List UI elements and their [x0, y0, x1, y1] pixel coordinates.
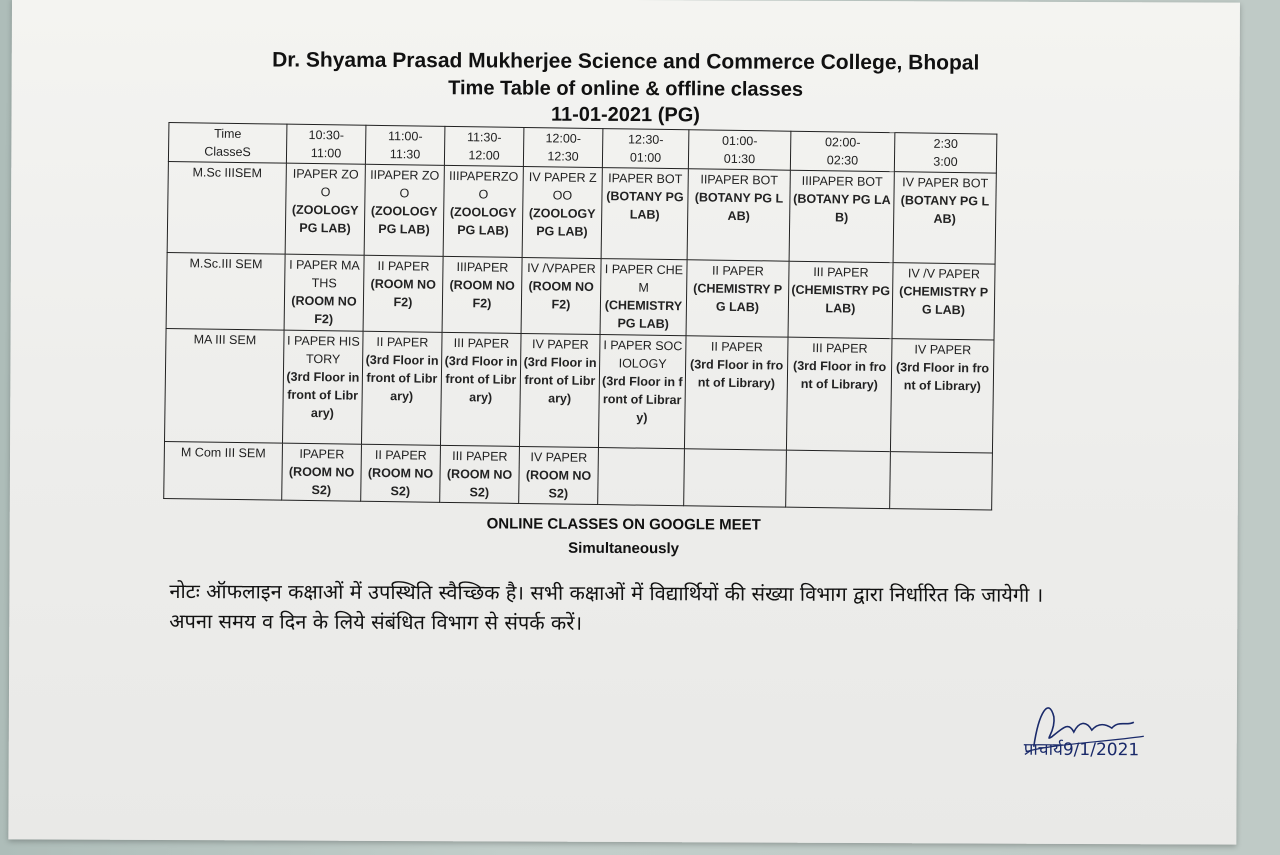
schedule-cell [443, 165, 523, 257]
location: (CHEMISTRY PG LAB) [604, 298, 683, 332]
signature-mark [1014, 692, 1184, 773]
time-slot [790, 131, 895, 171]
simultaneously-label: Simultaneously [568, 539, 680, 558]
schedule-cell [789, 170, 894, 262]
time-slot-label: 11:30- 12:00 [466, 130, 502, 163]
paper-name [601, 449, 682, 450]
class-label-cell [165, 328, 285, 443]
location: (BOTANY PG LAB) [793, 191, 891, 225]
time-slot [365, 125, 445, 165]
paper-name: III PAPER [452, 448, 508, 464]
location: (BOTANY PG LAB) [606, 189, 684, 222]
schedule-cell [687, 169, 790, 261]
location: (3rd Floor in front of Library) [286, 369, 360, 421]
class-label: M Com III SEM [180, 445, 266, 461]
hindi-note: नोटः ऑफलाइन कक्षाओं में उपस्थिति स्वैच्छिक है। सभी कक्षाओं में विद्यार्थियों की संख्या विभाग द्वारा निर्धारित कि जायेगी । अपना समय व दिन के लिये संबंधित विभाग से संपर्क करें। [169, 579, 1044, 635]
paper-name: I PAPER SOCIOLOGY [603, 338, 683, 371]
paper-name: II PAPER [374, 447, 427, 463]
paper-name: IIIPAPER [456, 260, 509, 275]
table-row [164, 441, 993, 510]
location: (3rd Floor in front of Library) [895, 360, 990, 394]
schedule-cell [282, 330, 363, 444]
paper-name: IPAPER [299, 446, 345, 462]
class-label-cell [164, 441, 283, 500]
table-row [166, 252, 995, 340]
paper-name: III PAPER [813, 265, 869, 280]
location: (ROOM NO S2) [288, 464, 355, 498]
time-slot-label: 12:00- 12:30 [545, 131, 582, 164]
paper-name: IV /VPAPER [527, 261, 596, 276]
schedule-cell [282, 443, 362, 501]
location: (CHEMISTRY PG LAB) [693, 281, 783, 315]
paper-name [893, 453, 990, 454]
paper-name: IPAPER ZOO [292, 166, 359, 200]
document-page [8, 0, 1240, 845]
time-slot-label: 10:30- 11:00 [308, 127, 345, 161]
schedule-cell [686, 260, 789, 337]
paper-name: II PAPER [711, 263, 764, 279]
location: (3rd Floor in front of Library) [365, 352, 439, 404]
table-row [165, 328, 994, 453]
time-slot-label: 2:30 3:00 [933, 136, 959, 170]
paper-name: I PAPER MATHS [289, 257, 360, 291]
location: (ZOOLOGY PG LAB) [449, 204, 517, 238]
class-label: MA III SEM [193, 332, 257, 348]
class-label-cell [167, 162, 286, 255]
location: (3rd Floor in front of Library) [792, 358, 887, 392]
location: (3rd Floor in front of Library) [523, 354, 597, 406]
location: (ROOM NO S2) [525, 468, 592, 501]
time-slot [523, 127, 603, 167]
location: (ZOOLOGY PG LAB) [370, 203, 438, 237]
location: (3rd Floor in front of Library) [690, 357, 784, 391]
principal-signature-label [1024, 737, 1140, 761]
principal-title: प्राचार्य [1023, 739, 1063, 760]
schedule-cell [440, 332, 521, 446]
class-label: M.Sc IIISEM [192, 165, 263, 181]
paper-name: III PAPER [812, 341, 868, 356]
paper-name: IIIPAPER BOT [801, 173, 883, 189]
time-slot [894, 133, 997, 173]
schedule-cell [892, 263, 995, 340]
paper-name: II PAPER [710, 339, 763, 355]
paper-name: IV /V PAPER [907, 266, 981, 282]
paper-name [789, 452, 888, 453]
class-label: M.Sc.III SEM [189, 256, 263, 272]
paper-name: II PAPER [377, 258, 430, 274]
time-slot-label: 01:00- 01:30 [721, 133, 758, 167]
schedule-cell [786, 337, 892, 451]
location: (ZOOLOGY PG LAB) [528, 206, 596, 239]
paper-name: IIPAPER BOT [700, 172, 779, 188]
paper-name: IPAPER BOT [608, 171, 683, 187]
schedule-cell [519, 333, 600, 447]
timetable [163, 122, 997, 511]
location: (BOTANY PG LAB) [900, 193, 990, 227]
schedule-cell [440, 445, 520, 503]
schedule-cell [890, 452, 993, 510]
schedule-cell [364, 164, 444, 256]
paper-name: IV PAPER BOT [902, 175, 989, 191]
signature-date: 9/1/2021 [1062, 739, 1140, 761]
schedule-cell [786, 450, 891, 508]
paper-name: IV PAPER [531, 337, 589, 352]
location [601, 449, 682, 450]
table-row [167, 162, 996, 265]
paper-name: II PAPER [376, 334, 429, 350]
schedule-cell [363, 255, 443, 332]
corner-cell [168, 123, 287, 164]
location: (BOTANY PG LAB) [694, 190, 784, 224]
location: (CHEMISTRY PG LAB) [791, 282, 891, 316]
location: (ROOM NO F2) [291, 293, 357, 327]
schedule-cell [684, 449, 787, 507]
schedule-cell [361, 444, 441, 502]
paper-name: I PAPER HISTORY [286, 333, 360, 367]
location: (ROOM NO S2) [367, 465, 434, 499]
time-slot [444, 126, 524, 166]
time-slot-label: 02:00- 02:30 [824, 135, 861, 168]
paper-name: IV PAPER [530, 450, 588, 465]
location [893, 453, 990, 454]
location: (CHEMISTRY PG LAB) [899, 284, 989, 318]
schedule-cell [442, 256, 522, 333]
paper-name [687, 450, 784, 451]
document-date: 11-01-2021 (PG) [550, 103, 701, 127]
paper-name: I PAPER CHEM [604, 262, 684, 295]
schedule-cell [521, 257, 601, 334]
location: (ZOOLOGY PG LAB) [291, 202, 359, 236]
time-slot [602, 129, 689, 169]
time-slot [688, 130, 791, 170]
time-slot-label: 12:30- 01:00 [627, 132, 664, 165]
schedule-cell [601, 168, 688, 260]
paper-name: IIPAPER ZOO [370, 167, 440, 201]
time-slot [286, 124, 366, 164]
schedule-cell [522, 166, 602, 258]
location: (3rd Floor in front of Library) [444, 353, 518, 405]
paper-name: IV PAPER ZOO [528, 170, 597, 203]
corner-time-label: Time [214, 126, 242, 142]
schedule-cell [519, 446, 599, 504]
schedule-cell [600, 259, 687, 336]
schedule-cell [788, 261, 893, 338]
schedule-cell [890, 339, 994, 453]
corner-classes-label: ClasseS [204, 144, 251, 160]
location: (ROOM NO F2) [370, 276, 436, 310]
college-title: Dr. Shyama Prasad Mukherjee Science and Commerce College, Bhopal [272, 48, 980, 75]
schedule-cell [598, 335, 686, 449]
class-label-cell [166, 252, 285, 330]
schedule-cell [285, 163, 365, 255]
location: (3rd Floor in front of Library) [602, 374, 683, 425]
location [789, 452, 888, 453]
paper-name: III PAPER [453, 336, 510, 351]
online-classes-notice: ONLINE CLASSES ON GOOGLE MEET [486, 515, 761, 534]
location: (ROOM NO F2) [449, 277, 515, 311]
schedule-cell [893, 172, 996, 264]
paper-name: IIIPAPERZOO [449, 168, 519, 202]
paper-name: IV PAPER [914, 342, 972, 358]
location: (ROOM NO F2) [528, 279, 594, 312]
location [687, 450, 784, 451]
schedule-cell [684, 336, 788, 450]
schedule-cell [361, 331, 442, 445]
location: (ROOM NO S2) [446, 466, 513, 500]
schedule-cell [284, 254, 364, 331]
schedule-cell [598, 448, 685, 506]
time-slot-label: 11:00- 11:30 [387, 129, 423, 162]
document-subtitle: Time Table of online & offline classes [448, 77, 804, 101]
